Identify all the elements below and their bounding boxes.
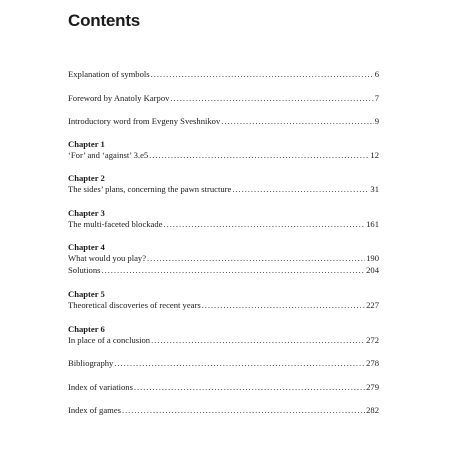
toc-page-number: 190 — [366, 253, 379, 263]
toc-page-number: 278 — [366, 358, 379, 368]
toc-page-number: 9 — [374, 116, 379, 126]
toc-page-number: 272 — [366, 335, 379, 345]
leader-dots — [122, 405, 365, 416]
toc-entry-label: The sides’ plans, concerning the pawn structure — [68, 184, 232, 194]
leader-dots — [151, 69, 374, 80]
toc-entry-foreword[interactable] — [68, 93, 379, 104]
toc-entry-chapter-1[interactable] — [68, 150, 379, 161]
toc-entry-introduction[interactable] — [68, 116, 379, 127]
toc-entry-chapter-6[interactable] — [68, 335, 379, 346]
chapter-5-heading: Chapter 5 — [68, 289, 105, 299]
toc-entry-label: What would you play? — [68, 253, 147, 263]
toc-entry-label: Foreword by Anatoly Karpov — [68, 93, 170, 103]
toc-entry-label: Introductory word from Evgeny Sveshnikov — [68, 116, 221, 126]
toc-page-number: 227 — [366, 300, 379, 310]
toc-page-number: 31 — [370, 184, 379, 194]
toc-entry-solutions[interactable] — [68, 265, 379, 276]
toc-entry-index-of-variations[interactable] — [68, 382, 379, 393]
leader-dots — [170, 93, 373, 104]
chapter-3-heading: Chapter 3 — [68, 208, 105, 218]
toc-entry-chapter-4[interactable] — [68, 253, 379, 264]
toc-page-number: 279 — [366, 382, 379, 392]
toc-entry-label: The multi-faceted blockade — [68, 219, 163, 229]
toc-entry-chapter-2[interactable] — [68, 184, 379, 195]
chapter-2-heading: Chapter 2 — [68, 173, 105, 183]
toc-entry-chapter-5[interactable] — [68, 300, 379, 311]
toc-page-number: 282 — [366, 405, 379, 415]
leader-dots — [101, 265, 365, 276]
toc-entry-chapter-3[interactable] — [68, 219, 379, 230]
leader-dots — [221, 116, 373, 127]
leader-dots — [149, 150, 369, 161]
toc-entry-label: Solutions — [68, 265, 101, 275]
page-title: Contents — [68, 11, 141, 30]
chapter-4-heading: Chapter 4 — [68, 242, 105, 252]
toc-page-number: 6 — [374, 69, 379, 79]
toc-entry-label: Bibliography — [68, 358, 114, 368]
toc-entry-label: Theoretical discoveries of recent years — [68, 300, 201, 310]
leader-dots — [232, 184, 369, 195]
toc-entry-label: ‘For’ and ‘against’ 3.e5 — [68, 150, 149, 160]
toc-page-number: 204 — [366, 265, 379, 275]
leader-dots — [114, 358, 365, 369]
toc-page-number: 12 — [370, 150, 379, 160]
chapter-6-heading: Chapter 6 — [68, 324, 105, 334]
chapter-1-heading: Chapter 1 — [68, 139, 105, 149]
toc-entry-label: In place of a conclusion — [68, 335, 151, 345]
toc-entry-symbols[interactable] — [68, 69, 379, 80]
leader-dots — [164, 219, 366, 230]
toc-entry-label: Index of games — [68, 405, 121, 415]
toc-entry-label: Explanation of symbols — [68, 69, 150, 79]
leader-dots — [202, 300, 365, 311]
toc-entry-label: Index of variations — [68, 382, 133, 392]
toc-entry-index-of-games[interactable] — [68, 405, 379, 416]
leader-dots — [134, 382, 365, 393]
leader-dots — [151, 335, 365, 346]
toc-page-number: 7 — [374, 93, 379, 103]
toc-entry-bibliography[interactable] — [68, 358, 379, 369]
toc-page-number: 161 — [366, 219, 379, 229]
leader-dots — [147, 253, 365, 264]
